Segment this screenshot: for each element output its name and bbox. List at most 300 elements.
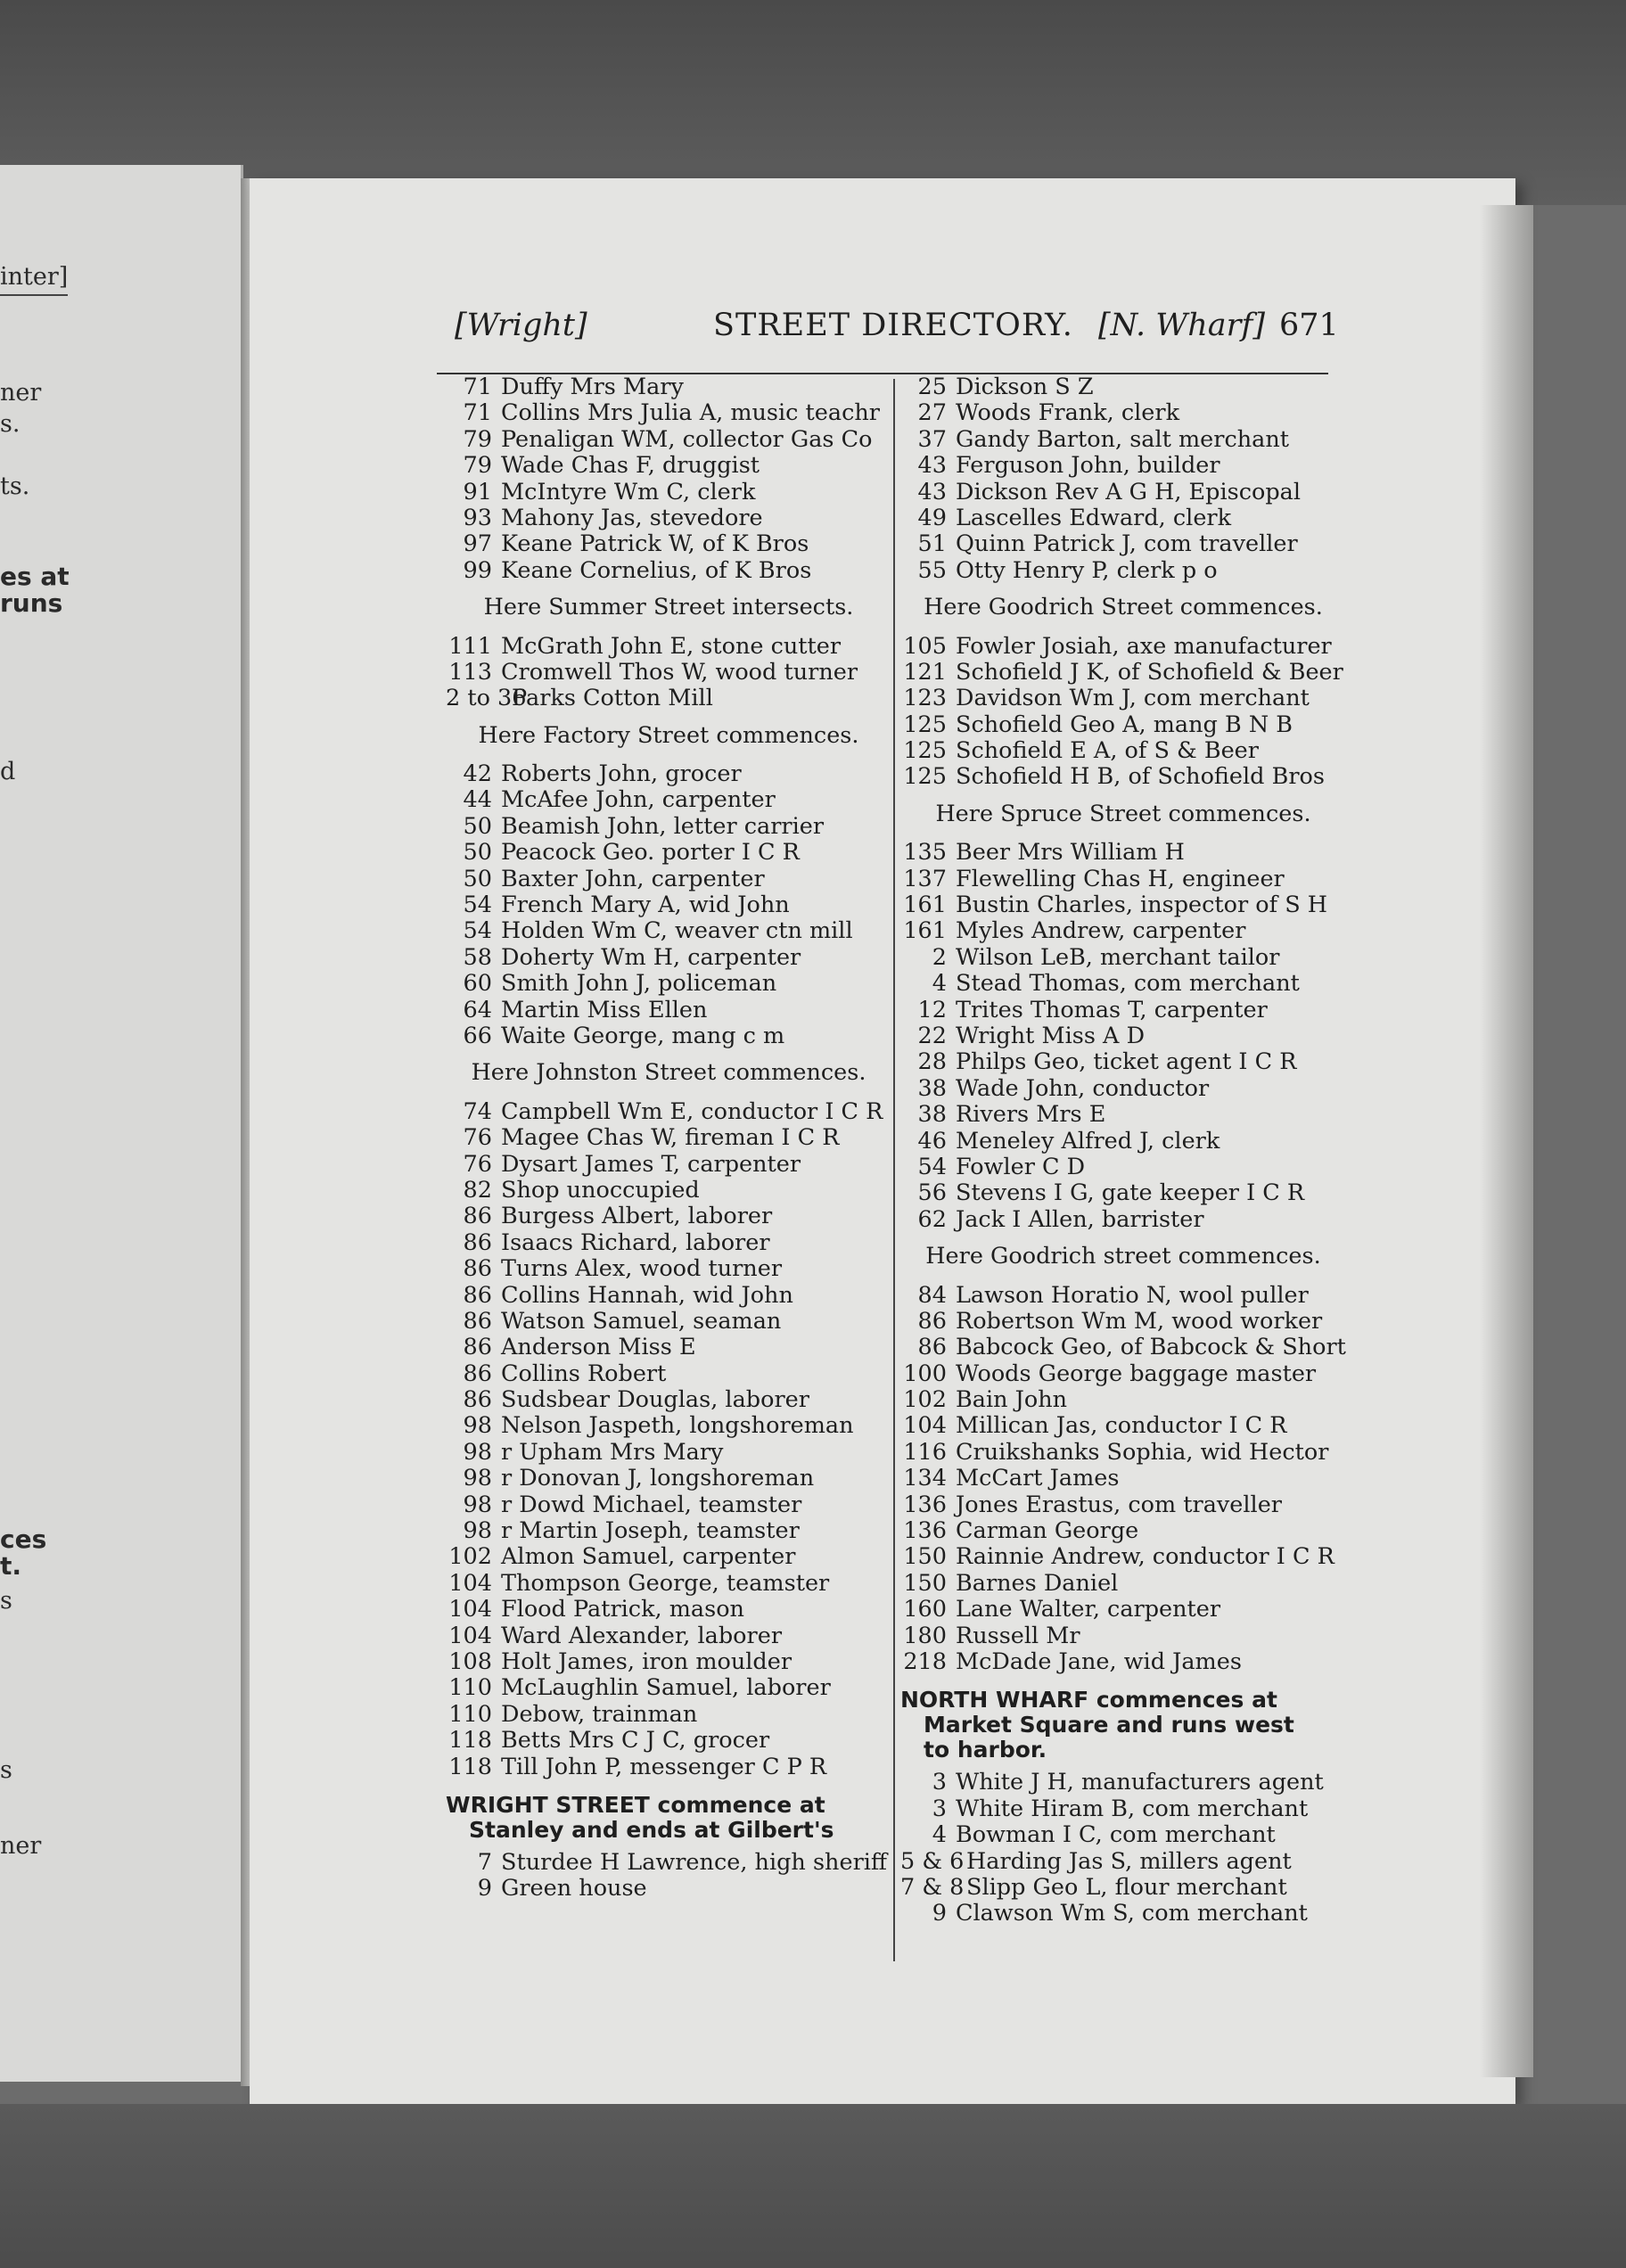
- resident-text: Dickson Rev A G H, Episcopal: [956, 478, 1302, 505]
- resident-text: Anderson Miss E: [501, 1334, 696, 1361]
- resident-text: White J H, manufacturers agent: [956, 1769, 1324, 1796]
- directory-entry: [446, 1440, 891, 1466]
- left-page-fragment: s: [0, 1587, 12, 1615]
- resident-text: Roberts John, grocer: [501, 760, 742, 788]
- directory-entry: [446, 971, 891, 997]
- directory-entry: [900, 1283, 1346, 1309]
- directory-entry: [446, 558, 891, 584]
- street-number: 79: [463, 452, 492, 480]
- street-number: 98: [463, 1517, 492, 1545]
- directory-entry: [446, 1335, 891, 1360]
- resident-text: Till John P, messenger C P R: [501, 1753, 827, 1780]
- directory-entry: [446, 1361, 891, 1387]
- street-number: 100: [903, 1360, 947, 1387]
- resident-text: Keane Patrick W, of K Bros: [501, 530, 809, 558]
- resident-text: Lascelles Edward, clerk: [956, 504, 1232, 531]
- resident-text: Trites Thomas T, carpenter: [956, 996, 1268, 1023]
- header-street-left: [Wright]: [455, 308, 587, 343]
- page-number: 671: [1279, 308, 1339, 343]
- resident-text: Bowman I C, com merchant: [956, 1821, 1276, 1849]
- directory-entry: [446, 1623, 891, 1649]
- directory-entry: [446, 1204, 891, 1229]
- resident-text: Philps Geo, ticket agent I C R: [956, 1048, 1297, 1076]
- resident-text: Martin Miss Ellen: [501, 996, 708, 1023]
- directory-entry: [900, 686, 1346, 711]
- street-number: 86: [463, 1307, 492, 1335]
- street-number: 38: [917, 1101, 947, 1129]
- street-number: 27: [917, 399, 947, 427]
- directory-entry: [446, 1230, 891, 1256]
- street-number: 38: [917, 1074, 947, 1102]
- street-heading-line: to harbor.: [924, 1737, 1047, 1763]
- directory-entry: [446, 1387, 891, 1413]
- page-edge: [1480, 205, 1533, 2077]
- resident-text: Cruikshanks Sophia, wid Hector: [956, 1438, 1329, 1466]
- resident-text: Shop unoccupied: [501, 1176, 700, 1204]
- directory-entry: [446, 814, 891, 840]
- resident-text: Magee Chas W, fireman I C R: [501, 1124, 840, 1152]
- left-page-fragment: s.: [0, 410, 21, 438]
- street-number: 86: [463, 1228, 492, 1256]
- directory-entry: [446, 1649, 891, 1675]
- street-number: 125: [903, 711, 947, 738]
- street-number: 137: [903, 865, 947, 892]
- street-heading: [900, 1675, 1346, 1770]
- street-intersection-note: Here Johnston Street commences.: [471, 1059, 866, 1087]
- directory-entry: [900, 918, 1346, 944]
- resident-text: Carman George: [956, 1517, 1139, 1545]
- resident-text: Russell Mr: [956, 1622, 1080, 1649]
- directory-entry: [900, 505, 1346, 531]
- resident-text: Almon Samuel, carpenter: [501, 1543, 796, 1571]
- street-number: 54: [463, 892, 492, 919]
- street-number: 161: [903, 892, 947, 919]
- street-number: 7 & 8: [900, 1873, 965, 1901]
- resident-text: Betts Mrs C J C, grocer: [501, 1727, 770, 1754]
- left-page-fragment: ts.: [0, 472, 30, 500]
- directory-entry: [446, 1876, 891, 1902]
- directory-entry: [900, 738, 1346, 764]
- directory-entry: [900, 1901, 1346, 1927]
- resident-text: Woods Frank, clerk: [956, 399, 1180, 427]
- street-number: 9: [932, 1900, 947, 1927]
- resident-text: Wade Chas F, druggist: [501, 452, 760, 480]
- background-top: [0, 0, 1626, 205]
- resident-text: Sudsbear Douglas, laborer: [501, 1386, 809, 1414]
- resident-text: McLaughlin Samuel, laborer: [501, 1674, 831, 1702]
- street-number: 3: [932, 1769, 947, 1796]
- resident-text: Beamish John, letter carrier: [501, 812, 825, 840]
- resident-text: McCart James: [956, 1465, 1120, 1492]
- directory-entry: [900, 1102, 1346, 1128]
- directory-entry: [900, 1822, 1346, 1848]
- directory-entry: [900, 453, 1346, 479]
- directory-entry: [446, 1178, 891, 1204]
- street-number: 86: [463, 1281, 492, 1309]
- street-heading-line: NORTH WHARF commences at: [900, 1687, 1277, 1713]
- street-number: 51: [917, 530, 947, 558]
- street-number: 64: [463, 996, 492, 1023]
- street-number: 50: [463, 839, 492, 867]
- directory-entry: [446, 1571, 891, 1597]
- street-number: 86: [463, 1255, 492, 1283]
- street-number: 44: [463, 786, 492, 814]
- directory-entry: [446, 1413, 891, 1439]
- resident-text: Schofield Geo A, mang B N B: [956, 711, 1293, 738]
- directory-entry: [900, 1207, 1346, 1233]
- resident-text: Thompson George, teamster: [501, 1569, 830, 1597]
- directory-entry: [446, 945, 891, 971]
- directory-entry: [900, 1335, 1346, 1360]
- directory-entry: [900, 867, 1346, 892]
- street-number: 99: [463, 556, 492, 584]
- street-number: 135: [903, 839, 947, 867]
- left-page-fragment: runs: [0, 588, 63, 618]
- street-heading-line: Stanley and ends at Gilbert's: [469, 1816, 834, 1843]
- street-number: 161: [903, 917, 947, 945]
- directory-entry: [900, 971, 1346, 997]
- resident-text: Collins Hannah, wid John: [501, 1281, 793, 1309]
- resident-text: Gandy Barton, salt merchant: [956, 425, 1290, 453]
- street-number: 5 & 6: [900, 1847, 965, 1875]
- directory-entry: [900, 945, 1346, 971]
- resident-text: Ferguson John, builder: [956, 452, 1220, 480]
- resident-text: Jack I Allen, barrister: [956, 1205, 1204, 1233]
- street-number: 118: [448, 1727, 492, 1754]
- directory-entry: [900, 1180, 1346, 1206]
- resident-text: Ward Alexander, laborer: [501, 1622, 783, 1649]
- directory-entry: [446, 480, 891, 505]
- directory-entry: [900, 1875, 1346, 1901]
- resident-text: McGrath John E, stone cutter: [501, 632, 842, 660]
- directory-entry: [900, 1518, 1346, 1544]
- resident-text: Rivers Mrs E: [956, 1101, 1106, 1129]
- resident-text: Fowler Josiah, axe manufacturer: [956, 632, 1332, 660]
- directory-entry: [446, 1728, 891, 1754]
- street-number: 86: [463, 1360, 492, 1387]
- header-title: STREET DIRECTORY.: [713, 308, 1073, 343]
- directory-entry: [446, 1309, 891, 1335]
- directory-entry: [900, 712, 1346, 738]
- resident-text: Burgess Albert, laborer: [501, 1203, 773, 1230]
- street-number: 22: [917, 1022, 947, 1049]
- street-number: 2: [932, 943, 947, 971]
- resident-text: Dickson S Z: [956, 374, 1094, 400]
- directory-entry: [900, 480, 1346, 505]
- street-number: 116: [903, 1438, 947, 1466]
- street-number: 49: [917, 504, 947, 531]
- resident-text: Flood Patrick, mason: [501, 1596, 744, 1623]
- street-number: 55: [917, 556, 947, 584]
- column-divider: [893, 379, 895, 1961]
- directory-entry: [446, 1256, 891, 1282]
- resident-text: Baxter John, carpenter: [501, 865, 765, 892]
- street-number: 76: [463, 1124, 492, 1152]
- directory-entry: [446, 1675, 891, 1701]
- directory-entry: [900, 1309, 1346, 1335]
- resident-text: Babcock Geo, of Babcock & Short: [956, 1334, 1346, 1361]
- resident-text: Quinn Patrick J, com traveller: [956, 530, 1298, 558]
- resident-text: Watson Samuel, seaman: [501, 1307, 782, 1335]
- street-number: 58: [463, 943, 492, 971]
- street-number: 108: [448, 1648, 492, 1675]
- street-number: 2 to 36: [446, 685, 527, 712]
- resident-text: Penaligan WM, collector Gas Co: [501, 425, 873, 453]
- directory-entry: [446, 531, 891, 557]
- resident-text: Davidson Wm J, com merchant: [956, 685, 1310, 712]
- directory-entry: [446, 1125, 891, 1151]
- street-number: 118: [448, 1753, 492, 1780]
- street-number: 110: [448, 1674, 492, 1702]
- directory-entry: [446, 1283, 891, 1309]
- directory-entry: [446, 1023, 891, 1049]
- resident-text: r Donovan J, longshoreman: [501, 1465, 815, 1492]
- resident-text: Rainnie Andrew, conductor I C R: [956, 1543, 1334, 1571]
- directory-entry: [900, 1544, 1346, 1570]
- street-number: 66: [463, 1022, 492, 1049]
- directory-entry: [900, 840, 1346, 866]
- street-number: 84: [917, 1281, 947, 1309]
- street-number: 150: [903, 1569, 947, 1597]
- street-number: 3: [932, 1795, 947, 1822]
- directory-entry: [446, 634, 891, 660]
- resident-text: Mahony Jas, stevedore: [501, 504, 763, 531]
- street-number: 180: [903, 1622, 947, 1649]
- directory-entry: [446, 1544, 891, 1570]
- resident-text: Lawson Horatio N, wool puller: [956, 1281, 1309, 1309]
- directory-entry: [446, 1466, 891, 1491]
- street-number: 104: [448, 1596, 492, 1623]
- street-number: 86: [917, 1307, 947, 1335]
- street-heading-line: WRIGHT STREET commence at: [446, 1791, 825, 1818]
- street-number: 121: [903, 658, 947, 686]
- street-intersection-note: Here Summer Street intersects.: [483, 594, 854, 621]
- directory-entry: [446, 892, 891, 918]
- resident-text: Woods George baggage master: [956, 1360, 1317, 1387]
- street-number: 150: [903, 1543, 947, 1571]
- street-intersection-note: Here Goodrich Street commences.: [924, 594, 1323, 621]
- directory-entry: [900, 1649, 1346, 1675]
- street-number: 50: [463, 812, 492, 840]
- street-number: 9: [477, 1875, 492, 1902]
- street-number: 86: [463, 1203, 492, 1230]
- resident-text: Debow, trainman: [501, 1700, 698, 1728]
- street-number: 104: [448, 1569, 492, 1597]
- resident-text: Myles Andrew, carpenter: [956, 917, 1246, 945]
- resident-text: Schofield E A, of S & Beer: [956, 737, 1259, 765]
- resident-text: Fowler C D: [956, 1153, 1086, 1180]
- background-bottom: [0, 2104, 1626, 2268]
- directory-entry: [900, 558, 1346, 584]
- resident-text: Wright Miss A D: [956, 1022, 1146, 1049]
- directory-entry: [446, 1702, 891, 1728]
- street-number: 102: [903, 1386, 947, 1414]
- resident-text: Holt James, iron moulder: [501, 1648, 792, 1675]
- resident-text: Turns Alex, wood turner: [501, 1255, 783, 1283]
- directory-entry: [900, 531, 1346, 557]
- resident-text: r Dowd Michael, teamster: [501, 1491, 802, 1518]
- street-number: 134: [903, 1465, 947, 1492]
- directory-entry: [900, 1492, 1346, 1518]
- resident-text: Barnes Daniel: [956, 1569, 1119, 1597]
- directory-entry: [446, 1152, 891, 1178]
- left-page-fragment: ner: [0, 379, 42, 407]
- street-number: 43: [917, 478, 947, 505]
- street-number: 111: [448, 632, 492, 660]
- resident-text: Wilson LeB, merchant tailor: [956, 943, 1280, 971]
- street-number: 28: [917, 1048, 947, 1076]
- street-number: 125: [903, 737, 947, 765]
- street-number: 46: [917, 1127, 947, 1155]
- directory-entry: [446, 453, 891, 479]
- street-number: 54: [463, 917, 492, 945]
- directory-entry: [900, 1361, 1346, 1387]
- directory-entry: [446, 1099, 891, 1125]
- resident-text: Otty Henry P, clerk p o: [956, 556, 1218, 584]
- left-page: [0, 165, 243, 2082]
- resident-text: Clawson Wm S, com merchant: [956, 1900, 1308, 1927]
- resident-text: Robertson Wm M, wood worker: [956, 1307, 1323, 1335]
- street-number: 102: [448, 1543, 492, 1571]
- street-number: 136: [903, 1517, 947, 1545]
- resident-text: Duffy Mrs Mary: [501, 374, 684, 400]
- street-intersection-note: Here Goodrich street commences.: [925, 1243, 1321, 1270]
- street-number: 98: [463, 1412, 492, 1440]
- resident-text: Meneley Alfred J, clerk: [956, 1127, 1220, 1155]
- directory-entry: [446, 998, 891, 1023]
- street-number: 86: [917, 1334, 947, 1361]
- resident-text: Sturdee H Lawrence, high sheriff: [501, 1848, 888, 1876]
- street-number: 79: [463, 425, 492, 453]
- street-number: 43: [917, 452, 947, 480]
- street-number: 74: [463, 1097, 492, 1125]
- street-number: 104: [448, 1622, 492, 1649]
- resident-text: Bustin Charles, inspector of S H: [956, 892, 1328, 919]
- resident-text: Waite George, mang c m: [501, 1022, 785, 1049]
- directory-entry: [900, 1440, 1346, 1466]
- directory-entry: [900, 1413, 1346, 1439]
- left-page-fragment: es at: [0, 562, 70, 591]
- street-number: 98: [463, 1491, 492, 1518]
- resident-text: Keane Cornelius, of K Bros: [501, 556, 812, 584]
- resident-text: Isaacs Richard, laborer: [501, 1228, 770, 1256]
- directory-entry: [900, 427, 1346, 453]
- directory-entry: [446, 1597, 891, 1623]
- directory-entry: [446, 660, 891, 686]
- directory-entry: [446, 761, 891, 787]
- directory-entry: [900, 1023, 1346, 1049]
- directory-entry: [446, 505, 891, 531]
- resident-text: Slipp Geo L, flour merchant: [966, 1873, 1287, 1901]
- directory-entry: [900, 1770, 1346, 1796]
- left-page-fragment: ces: [0, 1524, 47, 1554]
- directory-column-right: [900, 374, 1346, 1927]
- resident-text: Dysart James T, carpenter: [501, 1150, 801, 1178]
- street-number: 42: [463, 760, 492, 788]
- street-number: 71: [463, 399, 492, 427]
- directory-entry: [900, 1623, 1346, 1649]
- resident-text: Bain John: [956, 1386, 1068, 1414]
- directory-column-left: [446, 374, 891, 1902]
- street-number: 104: [903, 1412, 947, 1440]
- resident-text: French Mary A, wid John: [501, 892, 790, 919]
- street-number: 113: [448, 658, 492, 686]
- directory-entry: [900, 1571, 1346, 1597]
- directory-entry: [446, 840, 891, 866]
- directory-entry: [900, 1597, 1346, 1623]
- resident-text: Green house: [501, 1875, 647, 1902]
- directory-entry: [900, 1387, 1346, 1413]
- directory-entry: [446, 787, 891, 813]
- street-number: 105: [903, 632, 947, 660]
- street-number: 82: [463, 1176, 492, 1204]
- directory-entry: [900, 660, 1346, 686]
- directory-entry: [900, 892, 1346, 918]
- resident-text: Beer Mrs William H: [956, 839, 1185, 867]
- street-number: 25: [917, 374, 947, 400]
- street-number: 125: [903, 763, 947, 791]
- directory-entry: [446, 1492, 891, 1518]
- header-street-right: [N. Wharf]: [1098, 308, 1266, 343]
- left-page-fragment: d: [0, 758, 16, 785]
- street-number: 56: [917, 1179, 947, 1207]
- directory-entry: [446, 374, 891, 400]
- resident-text: Schofield H B, of Schofield Bros: [956, 763, 1325, 791]
- street-number: 60: [463, 970, 492, 998]
- street-number: 37: [917, 425, 947, 453]
- directory-entry: [900, 1849, 1346, 1875]
- directory-entry: [446, 1754, 891, 1780]
- street-number: 54: [917, 1153, 947, 1180]
- resident-text: Collins Mrs Julia A, music teachr: [501, 399, 880, 427]
- directory-entry: [900, 1796, 1346, 1822]
- resident-text: Doherty Wm H, carpenter: [501, 943, 801, 971]
- resident-text: Stead Thomas, com merchant: [956, 970, 1300, 998]
- directory-entry: [900, 1129, 1346, 1155]
- street-number: 4: [932, 970, 947, 998]
- left-page-fragment: ner: [0, 1832, 42, 1860]
- street-number: 71: [463, 374, 492, 400]
- directory-entry: [446, 400, 891, 426]
- street-number: 218: [903, 1648, 947, 1675]
- street-number: 91: [463, 478, 492, 505]
- directory-entry: [900, 634, 1346, 660]
- resident-text: White Hiram B, com merchant: [956, 1795, 1309, 1822]
- street-heading-line: Market Square and runs west: [924, 1712, 1294, 1738]
- resident-text: Campbell Wm E, conductor I C R: [501, 1097, 883, 1125]
- directory-entry: [900, 1076, 1346, 1102]
- resident-text: r Upham Mrs Mary: [501, 1438, 724, 1466]
- left-page-fragment: inter]: [0, 263, 68, 296]
- street-number: 123: [903, 685, 947, 712]
- street-number: 86: [463, 1334, 492, 1361]
- resident-text: Schofield J K, of Schofield & Beer: [956, 658, 1343, 686]
- running-header: [455, 308, 1339, 361]
- directory-entry: [900, 764, 1346, 790]
- directory-entry: [446, 686, 891, 711]
- street-number: 50: [463, 865, 492, 892]
- directory-entry: [446, 1850, 891, 1876]
- left-page-fragment: s: [0, 1756, 12, 1784]
- resident-text: Parks Cotton Mill: [512, 685, 713, 712]
- resident-text: r Martin Joseph, teamster: [501, 1517, 800, 1545]
- resident-text: McIntyre Wm C, clerk: [501, 478, 756, 505]
- directory-entry: [900, 400, 1346, 426]
- street-number: 7: [477, 1848, 492, 1876]
- resident-text: McAfee John, carpenter: [501, 786, 776, 814]
- resident-text: Wade John, conductor: [956, 1074, 1210, 1102]
- directory-entry: [446, 918, 891, 944]
